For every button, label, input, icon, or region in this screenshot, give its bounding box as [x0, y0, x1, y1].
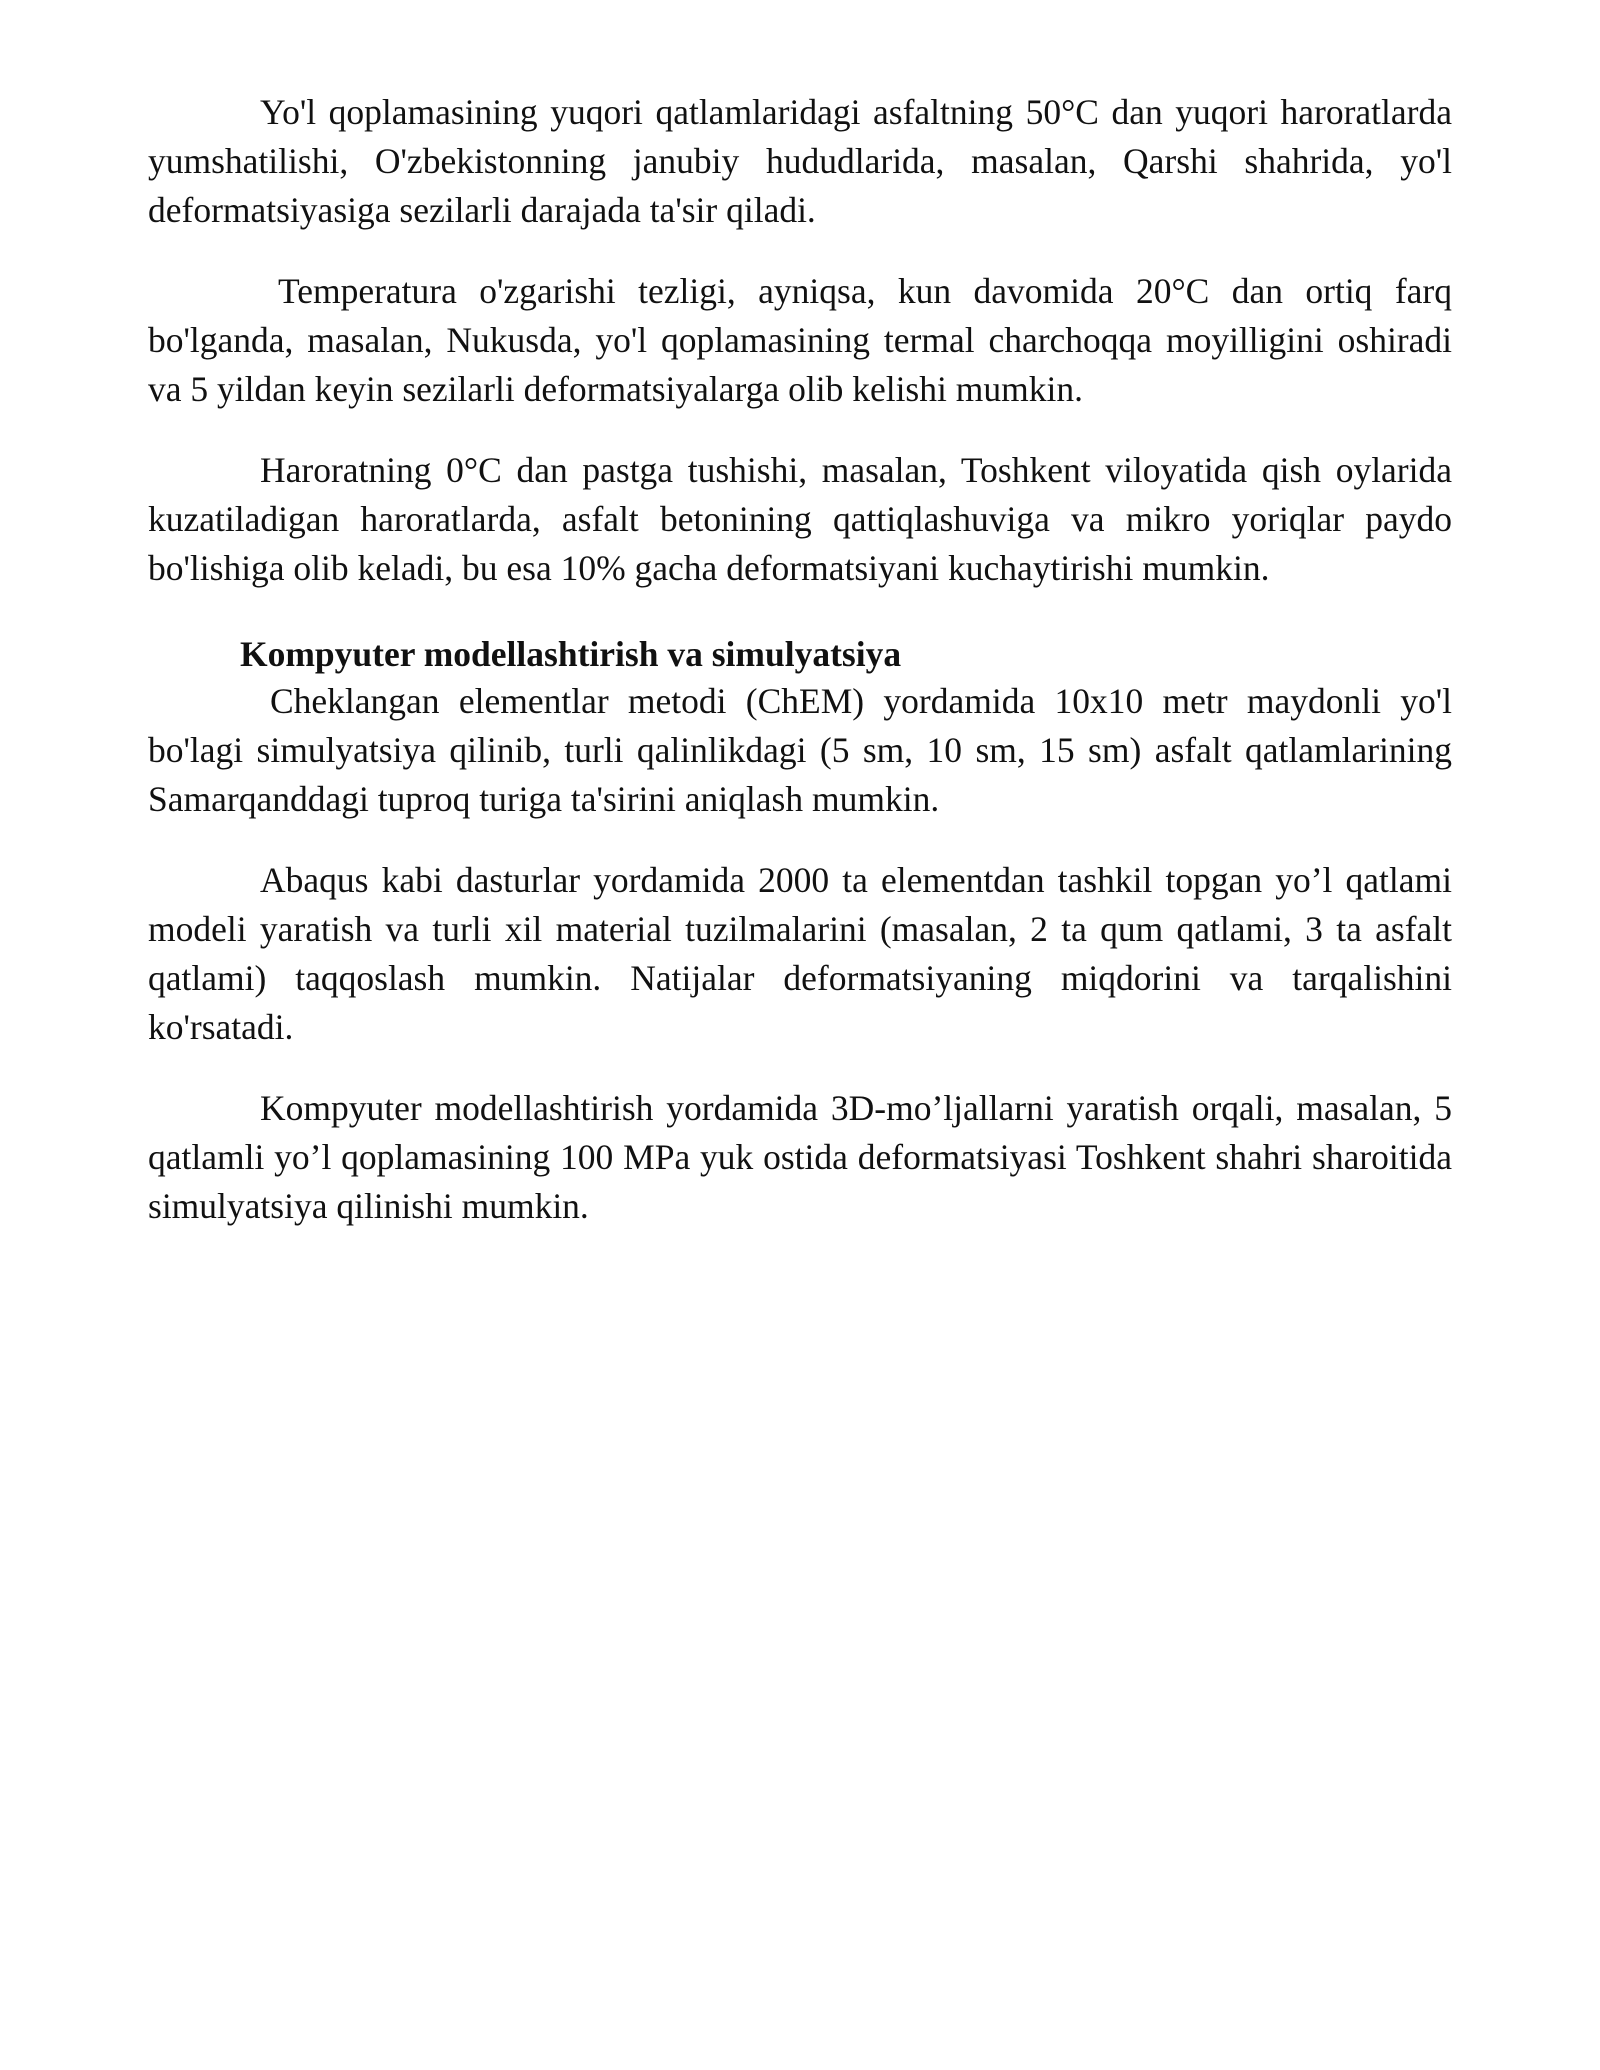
document-body	[148, 88, 1452, 1231]
paragraph-3d-model: Kompyuter modellashtirish yordamida 3D-mo’ljallarni yaratish orqali, masalan, 5 qatlamli yo’l qoplamasining 100 MPa yuk ostida deformatsiyasi Toshkent shahri sharoitida simulyatsiya qilinishi mumkin.	[148, 1088, 1452, 1226]
section-heading: Kompyuter modellashtirish va simulyatsiya	[240, 634, 902, 674]
paragraph-freezing: Haroratning 0°C dan pastga tushishi, masalan, Toshkent viloyatida qish oylarida kuzatiladigan haroratlarda, asfalt betonining qattiqlashuviga va mikro yoriqlar paydo bo'lishiga olib keladi, bu esa 10% gacha deformatsiyani kuchaytirishi mumkin.	[148, 450, 1452, 588]
paragraph-fem-simulation: Cheklangan elementlar metodi (ChEM) yordamida 10x10 metr maydonli yo'l bo'lagi simulyatsiya qilinib, turli qalinlikdagi (5 sm, 10 sm, 15 sm) asfalt qatlamlarining Samarqanddagi tuproq turiga ta'sirini aniqlash mumkin.	[148, 681, 1452, 819]
paragraph-temperature-change: Temperatura o'zgarishi tezligi, ayniqsa, kun davomida 20°C dan ortiq farq bo'lganda, masalan, Nukusda, yo'l qoplamasining termal charchoqqa moyilligini oshiradi va 5 yildan keyin sezilarli deformatsiyalarga olib kelishi mumkin.	[148, 271, 1452, 409]
paragraph-abaqus-model: Abaqus kabi dasturlar yordamida 2000 ta elementdan tashkil topgan yo’l qatlami modeli yaratish va turli xil material tuzilmalarini (masalan, 2 ta qum qatlami, 3 ta asfalt qatlami) taqqoslash mumkin. Natijalar deformatsiyaning miqdorini va tarqalishini ko'rsatadi.	[148, 860, 1452, 1047]
paragraph-asphalt-softening: Yo'l qoplamasining yuqori qatlamlaridagi asfaltning 50°C dan yuqori haroratlarda yumshatilishi, O'zbekistonning janubiy hududlarida, masalan, Qarshi shahrida, yo'l deformatsiyasiga sezilarli darajada ta'sir qiladi.	[148, 92, 1452, 230]
